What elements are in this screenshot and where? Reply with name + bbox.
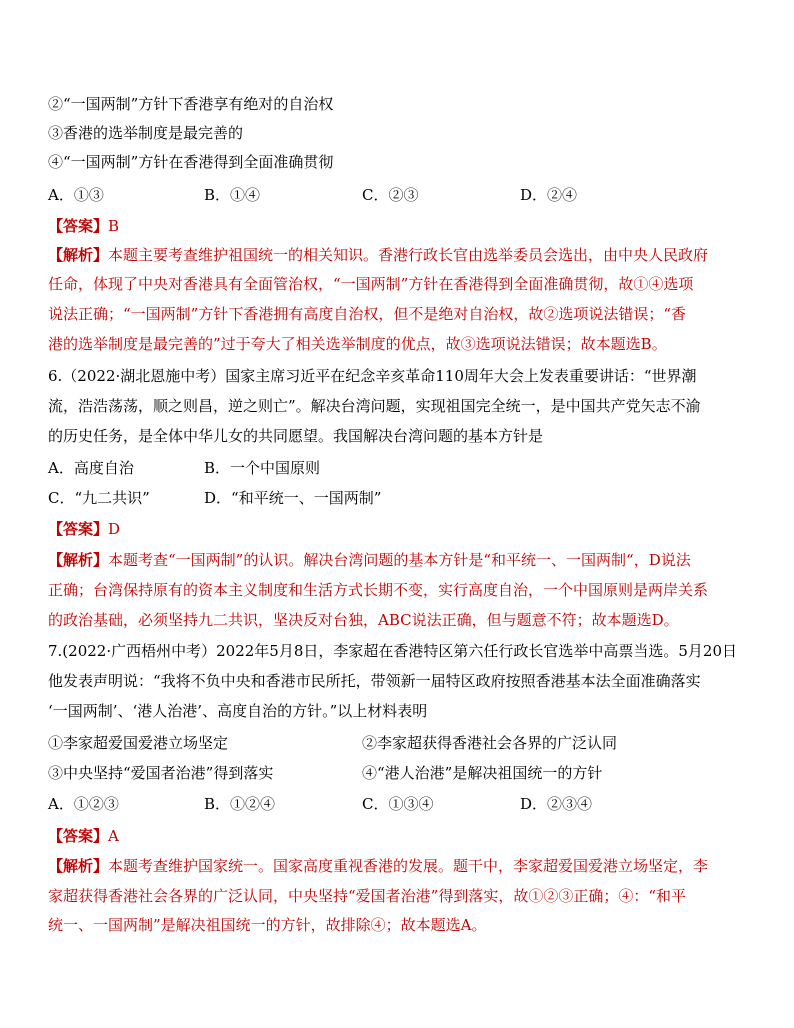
- q6-option-d: D．“和平统一、一国两制”: [204, 489, 382, 507]
- question-6-stem: 6.（2022·湖北恩施中考）国家主席习近平在纪念辛亥革命110周年大会上发表重要讲话：“世界潮: [48, 367, 697, 385]
- question-6-stem: 的历史任务，是全体中华儿女的共同愿望。我国解决台湾问题的基本方针是: [48, 427, 544, 445]
- q6-analysis-line: 【解析】本题考查“一国两制”的认识。解决台湾问题的基本方针是“和平统一、一国两制“，D说法: [48, 551, 691, 569]
- q7-analysis-line: 【解析】本题考查维护国家统一。国家高度重视香港的发展。题干中，李家超爱国爱港立场坚定，李: [48, 857, 709, 875]
- analysis-tag: 【解析】: [48, 246, 109, 264]
- q6-answer-line: [48, 519, 120, 539]
- q7-option-b: B．①②④: [204, 795, 276, 813]
- q6-option-b: B．一个中国原则: [204, 459, 321, 477]
- option-d: D．②④: [520, 186, 578, 204]
- analysis-line: 港的选举制度是最完善的”过于夸大了相关选举制度的优点，故③选项说法错误；故本题选B。: [48, 335, 667, 353]
- answer-value: A: [108, 827, 119, 845]
- q7-option-d: D．②③④: [520, 795, 593, 813]
- answer-value: B: [108, 217, 120, 235]
- q6-option-a: A．高度自治: [48, 459, 134, 477]
- option-a: A．①③: [48, 186, 104, 204]
- q6-analysis-line: 的政治基础，必须坚持九二共识，坚决反对台独，ABC说法正确，但与题意不符；故本题选D。: [48, 611, 679, 629]
- q7-analysis-line: 家超获得香港社会各界的广泛认同，中央坚持“爱国者治港”得到落实，故①②③正确；④：“和平: [48, 887, 687, 905]
- analysis-line: 任命，体现了中央对香港具有全面管治权，“一国两制”方针在香港得到全面准确贯彻，故①④选项: [48, 275, 694, 293]
- answer-value: D: [108, 520, 121, 538]
- q7-option-a: A．①②③: [48, 795, 119, 813]
- q7-statement-2: ②李家超获得香港社会各界的广泛认同: [362, 734, 618, 752]
- q7-statement-4: ④“港人治港”是解决祖国统一的方针: [362, 764, 603, 782]
- answer-tag: 【答案】: [48, 520, 109, 538]
- statement-4: ④“一国两制”方针在香港得到全面准确贯彻: [48, 153, 334, 171]
- analysis-line: 【解析】本题主要考查维护祖国统一的相关知识。香港行政长官由选举委员会选出，由中央人民政府: [48, 246, 709, 264]
- analysis-tag: 【解析】: [48, 551, 109, 569]
- q6-option-c: C．“九二共识”: [48, 489, 150, 507]
- question-6-stem: 流，浩浩荡荡，顺之则昌，逆之则亡”。解决台湾问题，实现祖国完全统一，是中国共产党矢志不渝: [48, 397, 701, 415]
- answer-line: [48, 216, 119, 236]
- q7-option-c: C．①③④: [362, 795, 434, 813]
- answer-tag: 【答案】: [48, 217, 109, 235]
- analysis-line: 说法正确；“一国两制”方针下香港拥有高度自治权，但不是绝对自治权，故②选项说法错误；“香: [48, 305, 687, 323]
- statement-2: ②“一国两制”方针下香港享有绝对的自治权: [48, 95, 334, 113]
- option-b: B．①④: [204, 186, 261, 204]
- q6-analysis-line: 正确；台湾保持原有的资本主义制度和生活方式长期不变，实行高度自治，一个中国原则是两岸关系: [48, 581, 709, 599]
- statement-3: ③香港的选举制度是最完善的: [48, 124, 244, 142]
- q7-statement-1: ①李家超爱国爱港立场坚定: [48, 734, 229, 752]
- question-7-stem: 7.(2022·广西梧州中考）2022年5月8日，李家超在香港特区第六任行政长官选举中高票当选。5月20日: [48, 642, 738, 660]
- question-7-stem: 他发表声明说：“我将不负中央和香港市民所托，带领新一届特区政府按照香港基本法全面准确落实: [48, 672, 701, 690]
- q7-statement-3: ③中央坚持“爱国者治港”得到落实: [48, 764, 274, 782]
- option-c: C．②③: [362, 186, 419, 204]
- analysis-tag: 【解析】: [48, 857, 109, 875]
- question-7-stem: ‘一国两制’、‘港人治港’、高度自治的方针。”以上材料表明: [48, 702, 428, 720]
- q7-analysis-line: 统一、一国两制”是解决祖国统一的方针，故排除④；故本题选A。: [48, 916, 487, 934]
- q7-answer-line: [48, 826, 119, 846]
- answer-tag: 【答案】: [48, 827, 109, 845]
